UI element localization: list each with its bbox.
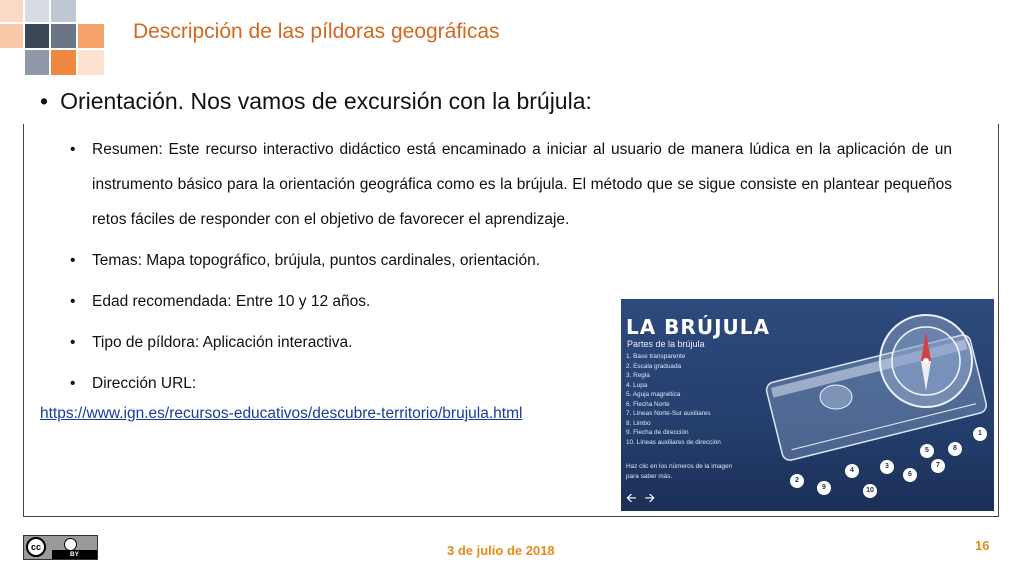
list-item: • Edad recomendada: Entre 10 y 12 años. (70, 284, 952, 319)
slide-title: Descripción de las píldoras geográficas (133, 20, 500, 43)
arrow-left-icon[interactable]: 🡨 (626, 490, 637, 505)
part-number-button[interactable]: 7 (931, 459, 945, 473)
part-item: 9. Flecha de dirección (626, 429, 689, 436)
part-item: 10. Líneas auxiliares de dirección (626, 438, 721, 446)
bullet-icon: • (70, 141, 76, 158)
arrow-right-icon[interactable]: 🡪 (644, 490, 656, 505)
bullet-icon: • (70, 293, 76, 310)
main-bullet (40, 88, 592, 115)
bullet-icon: • (70, 375, 76, 392)
deco-square (51, 24, 76, 48)
page-number: 16 (975, 538, 990, 553)
part-number-button[interactable]: 10 (863, 484, 877, 498)
part-number-button[interactable]: 2 (790, 474, 804, 488)
resource-link[interactable]: https://www.ign.es/recursos-educativos/descubre-territorio/brujula.html (40, 405, 523, 422)
bullet-icon: • (70, 334, 76, 351)
deco-square (51, 0, 76, 22)
list-item: • Resumen: Este recurso interactivo didáctico está encaminado a iniciar al usuario de manera lúdica en la aplicación de un instrumento básico para la orientación geográfica como es la brújula. El método que se sigue consiste en plantear pequeños retos fáciles de responder con el objetivo de favorecer el aprendizaje. (70, 132, 952, 237)
part-number-button[interactable]: 1 (973, 427, 987, 441)
deco-square (0, 0, 23, 22)
list-item: • Dirección URL: (70, 366, 952, 401)
image-hint: Haz clic en los números de la imagen para saber más. (626, 463, 733, 480)
part-item: 5. Aguja magnética (626, 391, 681, 398)
part-item: 6. Flecha Norte (626, 400, 670, 408)
part-number-button[interactable]: 3 (880, 460, 894, 474)
part-number-button[interactable]: 8 (948, 442, 962, 456)
part-item: 8. Limbo (626, 419, 651, 427)
part-item: 3. Regla (626, 372, 650, 379)
bullet-icon: • (70, 252, 76, 269)
part-number-button[interactable]: 5 (920, 444, 934, 458)
footer-date: 3 de julio de 2018 (447, 543, 555, 558)
main-bullet-text: Orientación. Nos vamos de excursión con la brújula: (60, 88, 592, 114)
part-item: 2. Escala graduada (626, 362, 682, 370)
cc-icon: cc (26, 537, 46, 557)
bullet-icon: • (40, 88, 49, 114)
image-nav (626, 489, 663, 511)
deco-square (0, 24, 23, 48)
image-title: LA BRÚJULA (626, 315, 770, 339)
image-subtitle: Partes de la brújula (627, 339, 705, 349)
deco-square (51, 50, 76, 75)
part-item: 7. Líneas Norte-Sur auxiliares (626, 410, 711, 417)
by-label: BY (52, 550, 97, 559)
part-number-button[interactable]: 9 (817, 481, 831, 495)
part-number-button[interactable]: 4 (845, 464, 859, 478)
brujula-screenshot[interactable] (621, 299, 994, 511)
part-item: 1. Base transparente (626, 353, 686, 360)
deco-square (25, 0, 49, 22)
part-number-button[interactable]: 6 (903, 468, 917, 482)
list-item: • Temas: Mapa topográfico, brújula, puntos cardinales, orientación. (70, 243, 952, 278)
deco-square (78, 50, 104, 75)
part-item: 4. Lupa (626, 381, 648, 389)
cc-license-badge (23, 535, 98, 560)
deco-square (78, 24, 104, 48)
deco-square (25, 24, 49, 48)
deco-square (25, 50, 49, 75)
list-item: • Tipo de píldora: Aplicación interactiva. (70, 325, 952, 360)
parts-list (626, 352, 721, 447)
